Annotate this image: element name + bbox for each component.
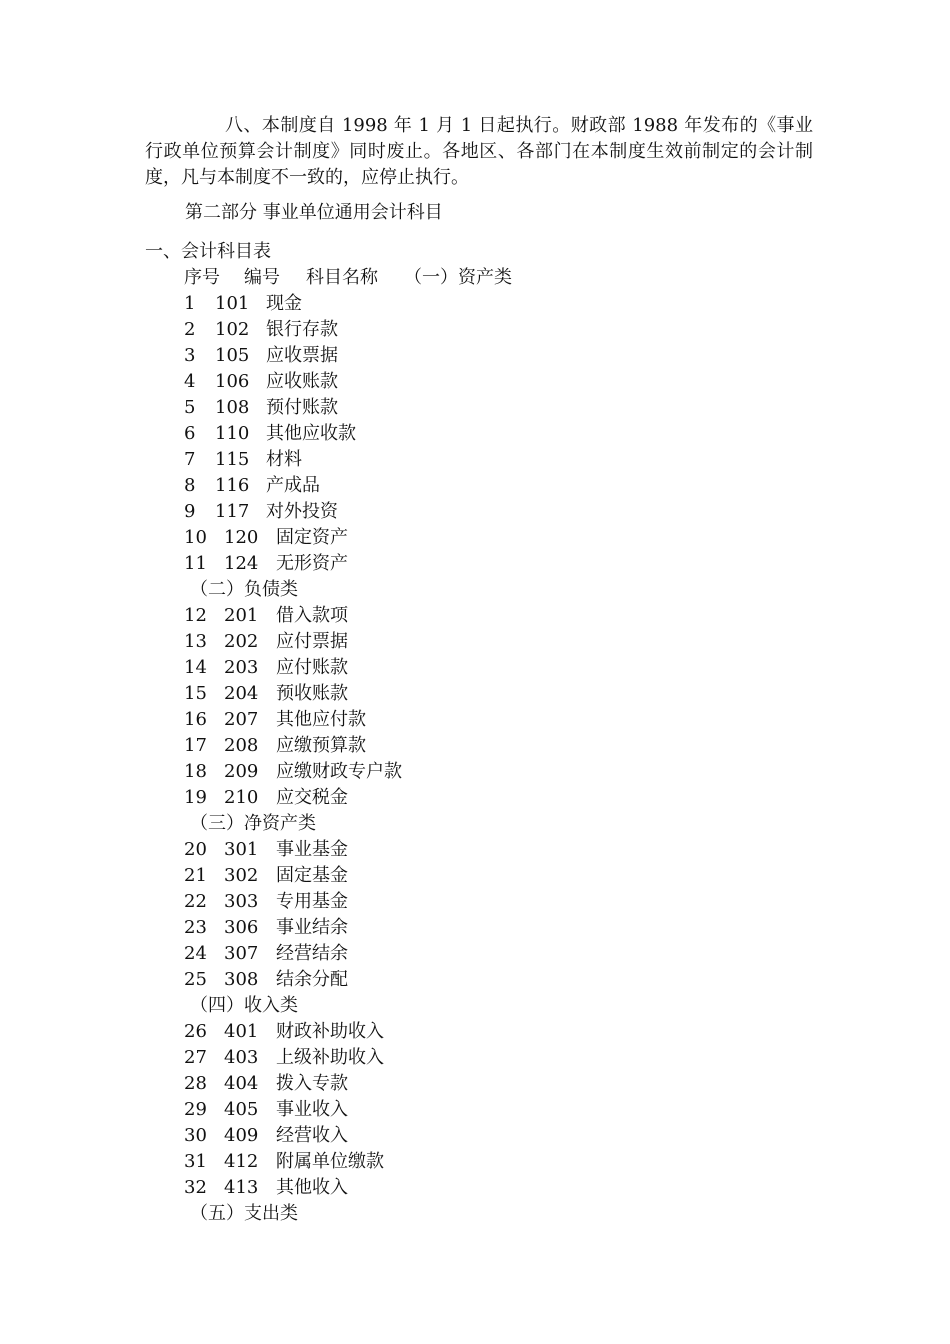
- name-cell: 应付票据: [276, 631, 348, 652]
- table-row: [184, 837, 512, 863]
- name-cell: 借入款项: [276, 605, 348, 626]
- code-cell: 301: [224, 839, 259, 860]
- section-title: 一、会计科目表: [145, 241, 271, 262]
- category-label: （四）收入类: [190, 995, 298, 1016]
- code-cell: 209: [224, 761, 259, 782]
- code-cell: 307: [224, 943, 259, 964]
- code-cell: 102: [215, 319, 250, 340]
- seq-cell: 4: [184, 371, 196, 392]
- table-row: [184, 395, 512, 421]
- name-cell: 应收票据: [266, 345, 338, 366]
- table-row: [184, 967, 512, 993]
- name-cell: 现金: [266, 293, 302, 314]
- seq-cell: 27: [184, 1047, 207, 1068]
- table-row: [184, 1097, 512, 1123]
- name-cell: 对外投资: [266, 501, 338, 522]
- seq-cell: 9: [184, 501, 196, 522]
- seq-cell: 24: [184, 943, 207, 964]
- table-row: [184, 733, 512, 759]
- code-cell: 403: [224, 1047, 259, 1068]
- seq-cell: 28: [184, 1073, 207, 1094]
- code-cell: 101: [215, 293, 250, 314]
- seq-cell: 17: [184, 735, 207, 756]
- table-row: [184, 785, 512, 811]
- table-row: [184, 1149, 512, 1175]
- name-cell: 预收账款: [276, 683, 348, 704]
- part-two-title: 第二部分 事业单位通用会计科目: [185, 202, 443, 223]
- seq-cell: 20: [184, 839, 207, 860]
- code-cell: 115: [215, 449, 250, 470]
- name-cell: 固定基金: [276, 865, 348, 886]
- seq-cell: 2: [184, 319, 196, 340]
- name-cell: 预付账款: [266, 397, 338, 418]
- code-cell: 120: [224, 527, 259, 548]
- table-row: [184, 369, 512, 395]
- table-row: [184, 863, 512, 889]
- code-cell: 302: [224, 865, 259, 886]
- table-row: [184, 1123, 512, 1149]
- code-cell: 412: [224, 1151, 259, 1172]
- table-row: [184, 681, 512, 707]
- code-cell: 106: [215, 371, 250, 392]
- table-row: [184, 551, 512, 577]
- table-row: [184, 499, 512, 525]
- name-cell: 材料: [266, 449, 302, 470]
- seq-cell: 29: [184, 1099, 207, 1120]
- category-heading: [184, 993, 512, 1019]
- category-heading: [184, 811, 512, 837]
- category-label: （五）支出类: [190, 1203, 298, 1224]
- code-cell: 401: [224, 1021, 259, 1042]
- table-header-row: [184, 265, 512, 291]
- seq-cell: 23: [184, 917, 207, 938]
- name-cell: 应交税金: [276, 787, 348, 808]
- code-cell: 203: [224, 657, 259, 678]
- name-cell: 无形资产: [276, 553, 348, 574]
- category-heading: [184, 577, 512, 603]
- seq-cell: 25: [184, 969, 207, 990]
- category-label: （二）负债类: [190, 579, 298, 600]
- seq-cell: 1: [184, 293, 196, 314]
- table-body: [184, 291, 512, 1227]
- code-header: 编号: [244, 267, 280, 288]
- table-row: [184, 1071, 512, 1097]
- name-cell: 事业基金: [276, 839, 348, 860]
- code-cell: 210: [224, 787, 259, 808]
- code-cell: 124: [224, 553, 259, 574]
- name-cell: 财政补助收入: [276, 1021, 384, 1042]
- name-cell: 应付账款: [276, 657, 348, 678]
- article-eight-paragraph: 八、本制度自 1998 年 1 月 1 日起执行。财政部 1988 年发布的《事业行政单位预算会计制度》同时废止。各地区、各部门在本制度生效前制定的会计制度，凡与本制度不一致的，应停止执行。: [145, 115, 813, 188]
- name-cell: 银行存款: [266, 319, 338, 340]
- name-cell: 拨入专款: [276, 1073, 348, 1094]
- table-row: [184, 1045, 512, 1071]
- name-header: 科目名称: [306, 267, 378, 288]
- code-cell: 306: [224, 917, 259, 938]
- category-heading: （一）资产类: [404, 267, 512, 288]
- table-row: [184, 707, 512, 733]
- code-cell: 204: [224, 683, 259, 704]
- table-row: [184, 343, 512, 369]
- name-cell: 固定资产: [276, 527, 348, 548]
- seq-cell: 3: [184, 345, 196, 366]
- name-cell: 专用基金: [276, 891, 348, 912]
- seq-cell: 8: [184, 475, 196, 496]
- name-cell: 应缴财政专户款: [276, 761, 402, 782]
- name-cell: 上级补助收入: [276, 1047, 384, 1068]
- seq-cell: 16: [184, 709, 207, 730]
- seq-cell: 11: [184, 553, 207, 574]
- name-cell: 其他应收款: [266, 423, 356, 444]
- code-cell: 116: [215, 475, 250, 496]
- code-cell: 303: [224, 891, 259, 912]
- code-cell: 405: [224, 1099, 259, 1120]
- seq-cell: 10: [184, 527, 207, 548]
- table-row: [184, 915, 512, 941]
- seq-cell: 21: [184, 865, 207, 886]
- table-row: [184, 759, 512, 785]
- name-cell: 其他应付款: [276, 709, 366, 730]
- code-cell: 108: [215, 397, 250, 418]
- name-cell: 应收账款: [266, 371, 338, 392]
- table-row: [184, 525, 512, 551]
- seq-cell: 30: [184, 1125, 207, 1146]
- seq-cell: 5: [184, 397, 196, 418]
- code-cell: 105: [215, 345, 250, 366]
- table-row: [184, 629, 512, 655]
- name-cell: 产成品: [266, 475, 320, 496]
- name-cell: 事业结余: [276, 917, 348, 938]
- code-cell: 117: [215, 501, 250, 522]
- table-row: [184, 1019, 512, 1045]
- seq-cell: 7: [184, 449, 196, 470]
- account-subjects-table: [184, 265, 512, 1227]
- category-heading: [184, 1201, 512, 1227]
- seq-cell: 19: [184, 787, 207, 808]
- code-cell: 201: [224, 605, 259, 626]
- name-cell: 事业收入: [276, 1099, 348, 1120]
- seq-cell: 14: [184, 657, 207, 678]
- category-label: （三）净资产类: [190, 813, 316, 834]
- name-cell: 经营收入: [276, 1125, 348, 1146]
- code-cell: 110: [215, 423, 250, 444]
- code-cell: 413: [224, 1177, 259, 1198]
- table-row: [184, 473, 512, 499]
- name-cell: 应缴预算款: [276, 735, 366, 756]
- table-row: [184, 655, 512, 681]
- seq-cell: 15: [184, 683, 207, 704]
- seq-cell: 32: [184, 1177, 207, 1198]
- code-cell: 207: [224, 709, 259, 730]
- seq-cell: 22: [184, 891, 207, 912]
- code-cell: 208: [224, 735, 259, 756]
- seq-cell: 13: [184, 631, 207, 652]
- seq-cell: 18: [184, 761, 207, 782]
- table-row: [184, 941, 512, 967]
- code-cell: 202: [224, 631, 259, 652]
- code-cell: 409: [224, 1125, 259, 1146]
- table-row: [184, 291, 512, 317]
- table-row: [184, 889, 512, 915]
- seq-cell: 31: [184, 1151, 207, 1172]
- table-row: [184, 1175, 512, 1201]
- name-cell: 经营结余: [276, 943, 348, 964]
- table-row: [184, 603, 512, 629]
- seq-cell: 6: [184, 423, 196, 444]
- name-cell: 其他收入: [276, 1177, 348, 1198]
- seq-cell: 26: [184, 1021, 207, 1042]
- name-cell: 结余分配: [276, 969, 348, 990]
- seq-header: 序号: [184, 267, 220, 288]
- code-cell: 404: [224, 1073, 259, 1094]
- table-row: [184, 421, 512, 447]
- name-cell: 附属单位缴款: [276, 1151, 384, 1172]
- table-row: [184, 447, 512, 473]
- seq-cell: 12: [184, 605, 207, 626]
- table-row: [184, 317, 512, 343]
- code-cell: 308: [224, 969, 259, 990]
